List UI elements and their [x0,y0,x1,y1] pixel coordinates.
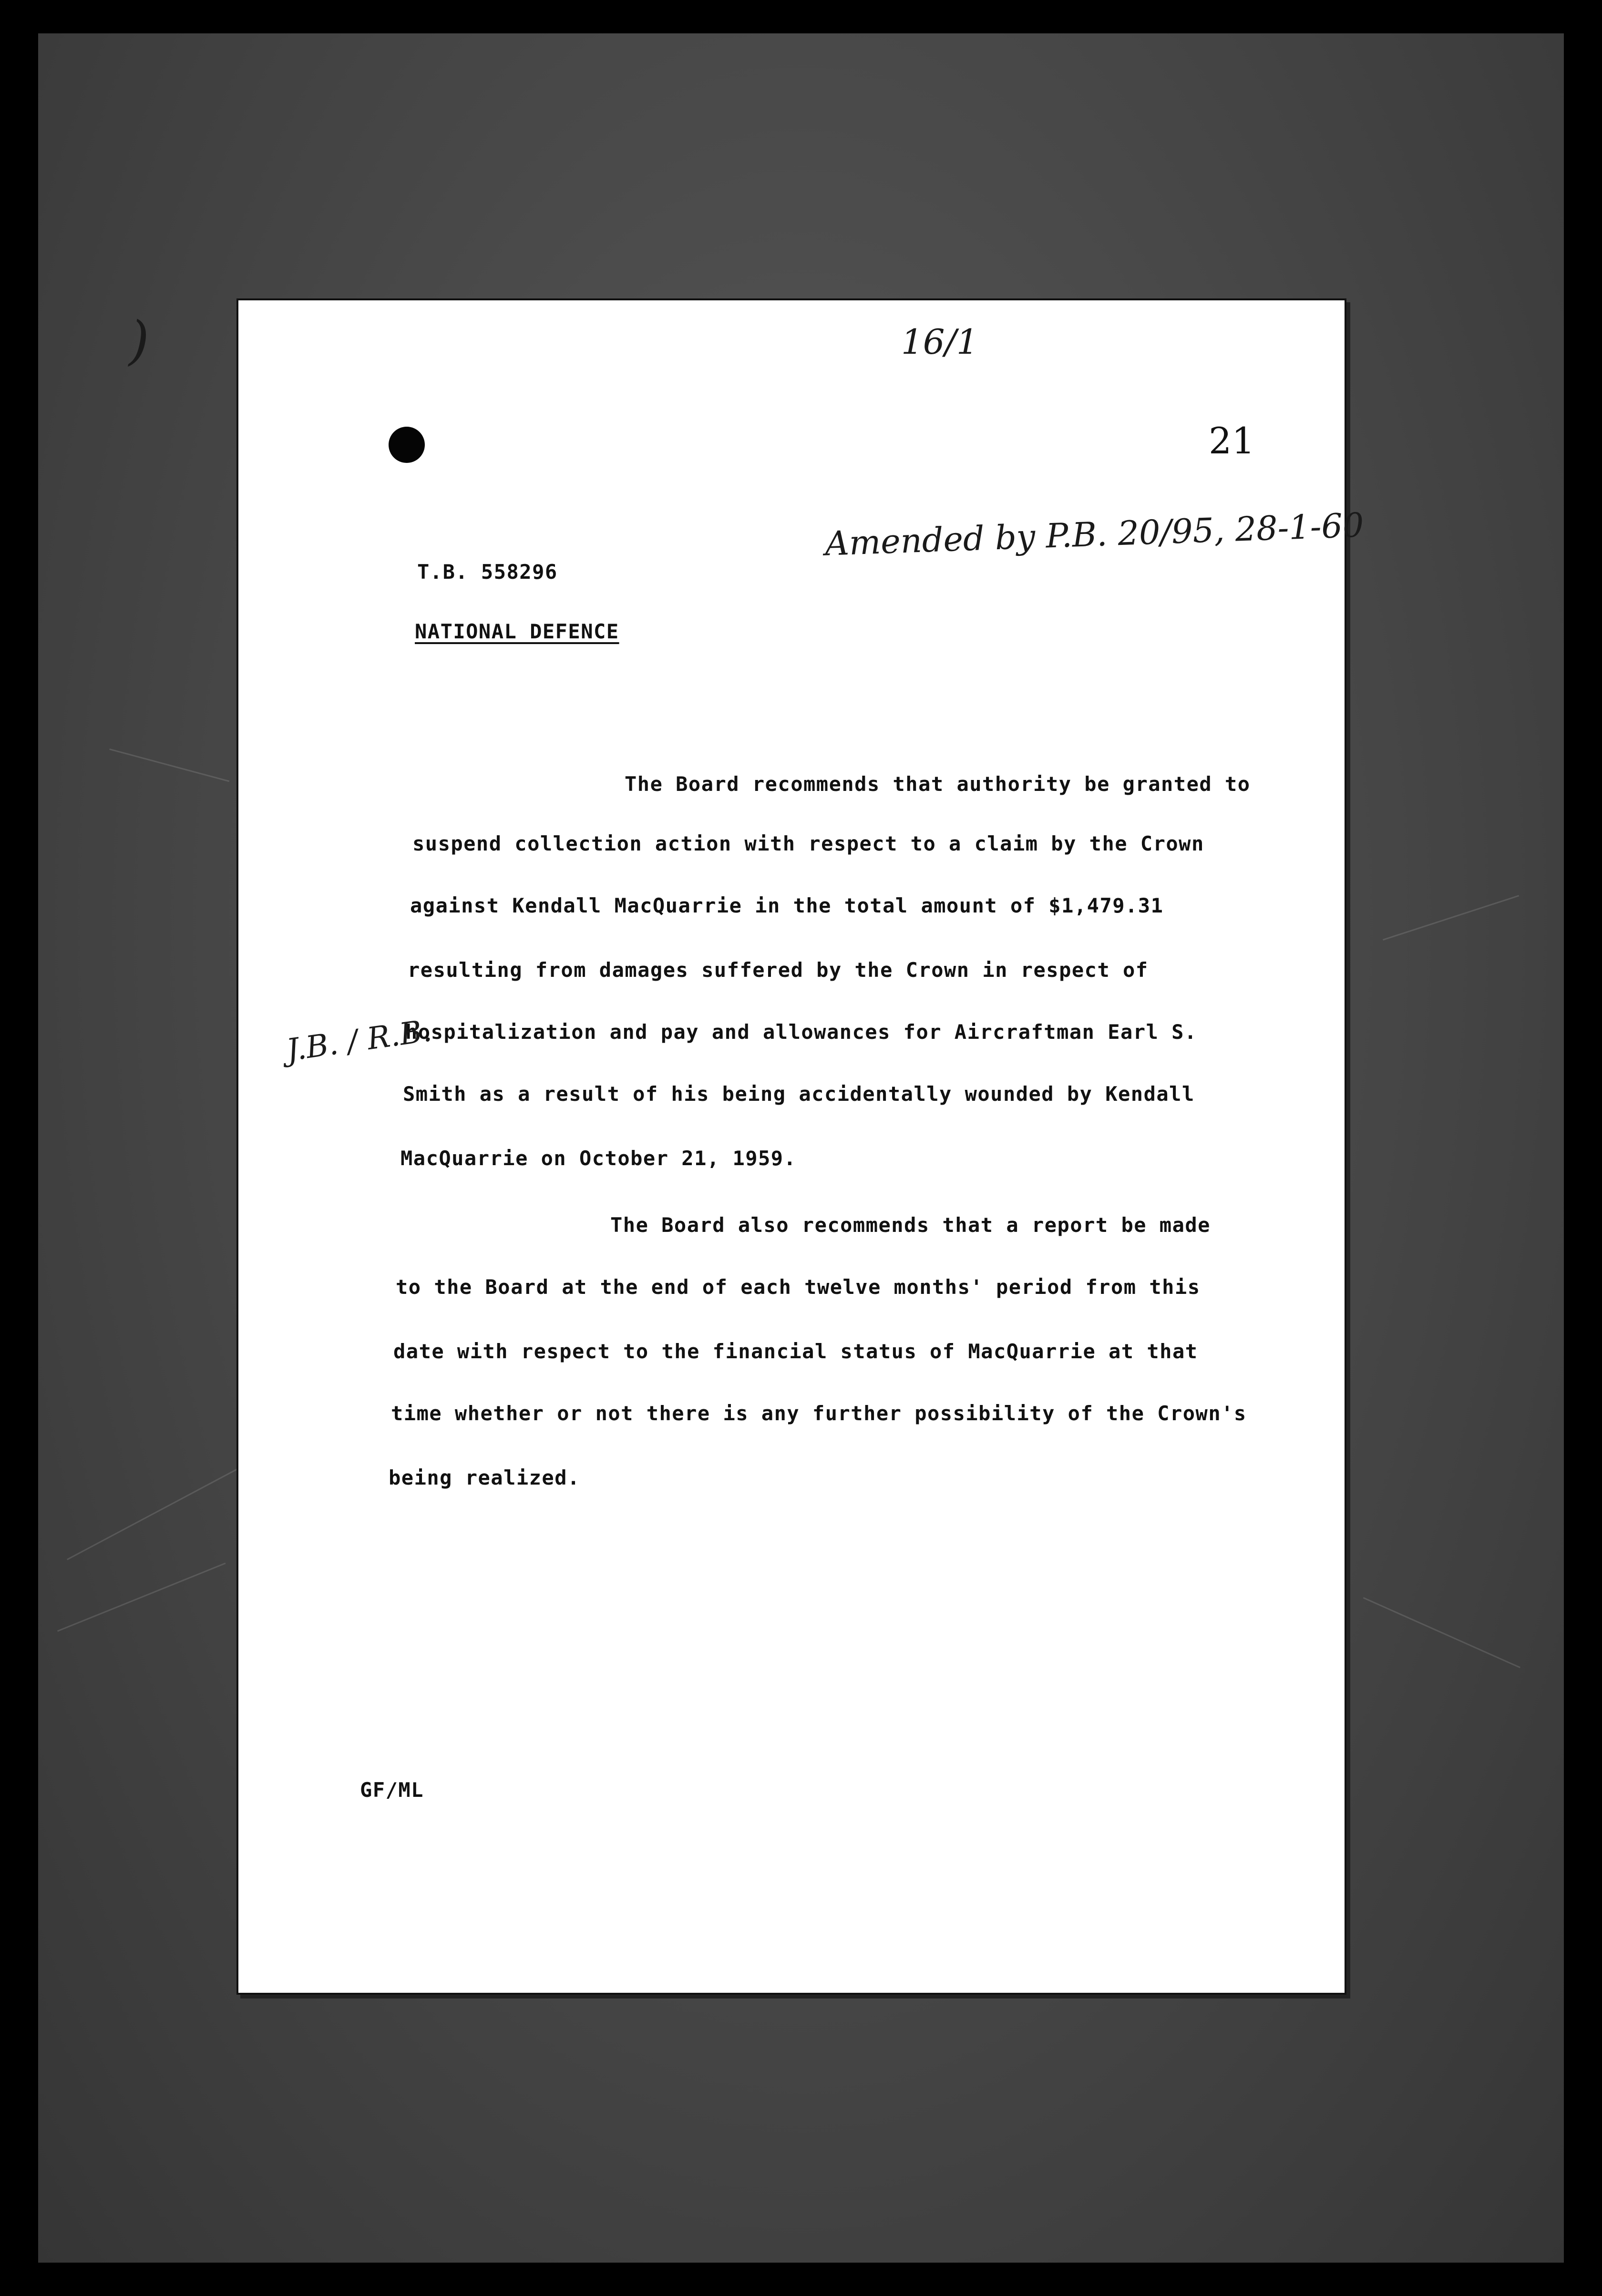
amendment-note: Amended by P.B. 20/95, 28-1-60 [824,505,1365,564]
document-page [238,300,1365,1993]
page-number: 21 [1209,420,1255,462]
margin-mark: ) [129,310,149,371]
paragraph-one-line: Smith as a result of his being accidentally wounded by Kendall [403,1082,1195,1106]
paragraph-two-line: date with respect to the financial status of MacQuarrie at that [393,1340,1198,1363]
reference-number: T.B. 558296 [417,560,558,584]
footer-initials: GF/ML [360,1778,424,1802]
paragraph-one-line: against Kendall MacQuarrie in the total amount of $1,479.31 [410,894,1164,917]
paragraph-one-line: MacQuarrie on October 21, 1959. [400,1147,797,1170]
film-scratch [67,1465,244,1560]
paragraph-one-line: hospitalization and pay and allowances for Aircraftman Earl S. [405,1020,1197,1044]
punch-hole [389,427,425,463]
paragraph-one-line: suspend collection action with respect to a claim by the Crown [412,832,1204,855]
margin-initials: J.B. / R.B. [284,1013,434,1068]
film-scratch [1383,895,1519,941]
film-scratch [57,1563,226,1632]
paragraph-two-line: The Board also recommends that a report be made [610,1213,1211,1237]
paragraph-one-line: resulting from damages suffered by the Crown in respect of [408,958,1149,982]
paragraph-two-line: being realized. [389,1466,580,1489]
handwritten-file-number: 16/1 [901,322,978,362]
paragraph-two-line: to the Board at the end of each twelve months' period from this [396,1275,1201,1299]
film-scratch [1363,1597,1520,1668]
film-scratch [109,748,229,782]
paragraph-two-line: time whether or not there is any further possibility of the Crown's [391,1402,1247,1425]
document-heading: NATIONAL DEFENCE [415,620,619,643]
paragraph-one-line: The Board recommends that authority be granted to [625,772,1251,796]
